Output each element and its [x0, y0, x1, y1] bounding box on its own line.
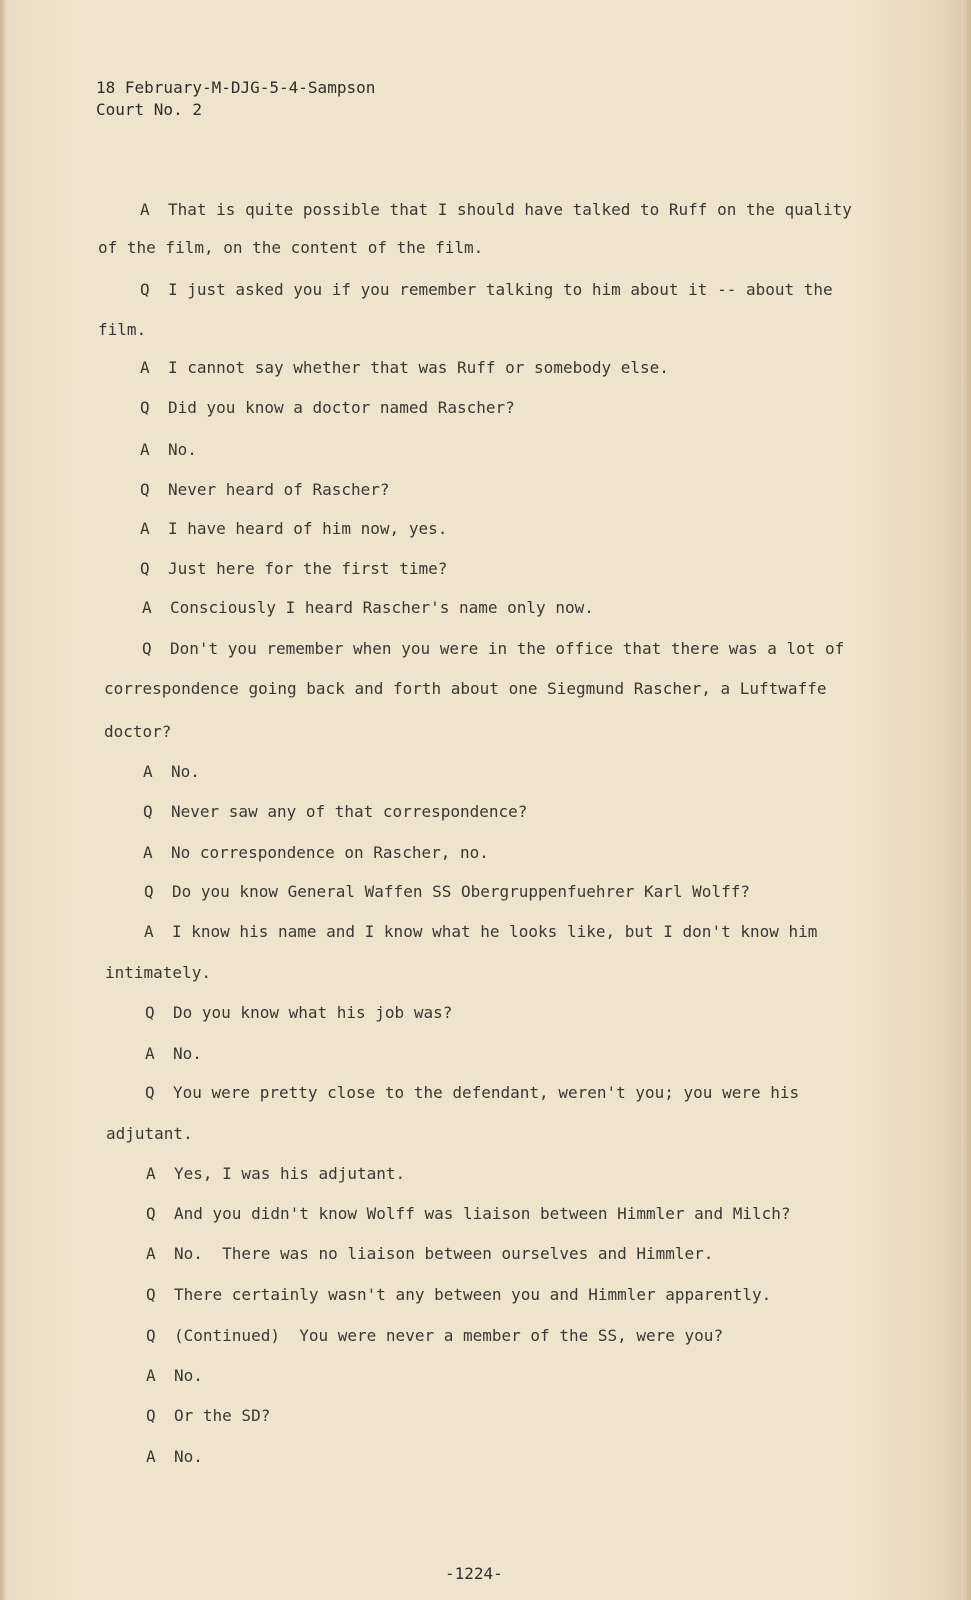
- speaker-marker: A: [140, 519, 150, 538]
- speaker-marker: Q: [146, 1406, 156, 1425]
- transcript-line: [143, 843, 489, 863]
- header-case-reference: 18 February-M-DJG-5-4-Sampson: [96, 78, 376, 97]
- transcript-line: [104, 679, 826, 699]
- speaker-marker: Q: [140, 480, 150, 499]
- paper-right-edge: [961, 0, 971, 1600]
- speaker-marker: Q: [146, 1204, 156, 1223]
- transcript-line: [140, 280, 833, 300]
- line-text: There certainly wasn't any between you and Himmler apparently.: [174, 1285, 772, 1304]
- line-text: No correspondence on Rascher, no.: [171, 843, 489, 862]
- line-text: Do you know General Waffen SS Obergruppenfuehrer Karl Wolff?: [172, 882, 750, 901]
- line-text: That is quite possible that I should have talked to Ruff on the quality: [168, 200, 852, 219]
- line-text: Do you know what his job was?: [173, 1003, 453, 1022]
- transcript-line: [146, 1447, 203, 1467]
- line-text: Yes, I was his adjutant.: [174, 1164, 406, 1183]
- transcript-line: [146, 1164, 405, 1184]
- transcript-line: [140, 519, 447, 539]
- line-text: film.: [98, 320, 147, 339]
- line-text: You were pretty close to the defendant, weren't you; you were his: [173, 1083, 800, 1102]
- line-text: adjutant.: [106, 1124, 193, 1143]
- speaker-marker: A: [140, 440, 150, 459]
- transcript-line: [145, 1083, 799, 1103]
- line-text: Or the SD?: [174, 1406, 271, 1425]
- transcript-line: [145, 1044, 202, 1064]
- transcript-line: [142, 639, 844, 659]
- transcript-line: [144, 882, 750, 902]
- speaker-marker: Q: [146, 1285, 156, 1304]
- line-text: No.: [171, 762, 200, 781]
- transcript-line: [140, 358, 669, 378]
- transcript-line: [146, 1285, 771, 1305]
- speaker-marker: A: [143, 762, 153, 781]
- transcript-line: [140, 440, 197, 460]
- line-text: Never saw any of that correspondence?: [171, 802, 528, 821]
- speaker-marker: A: [142, 598, 152, 617]
- line-text: I know his name and I know what he looks like, but I don't know him: [172, 922, 818, 941]
- speaker-marker: A: [143, 843, 153, 862]
- page-number: -1224-: [445, 1564, 503, 1583]
- line-text: I cannot say whether that was Ruff or somebody else.: [168, 358, 669, 377]
- transcript-line: [140, 480, 390, 500]
- transcript-line: [146, 1326, 723, 1346]
- speaker-marker: A: [146, 1366, 156, 1385]
- speaker-marker: Q: [143, 802, 153, 821]
- line-text: I just asked you if you remember talking to him about it -- about the: [168, 280, 833, 299]
- speaker-marker: Q: [145, 1003, 155, 1022]
- line-text: of the film, on the content of the film.: [98, 238, 484, 257]
- transcript-line: [140, 559, 447, 579]
- transcript-line: [146, 1406, 270, 1426]
- speaker-marker: Q: [145, 1083, 155, 1102]
- line-text: No.: [173, 1044, 202, 1063]
- transcript-line: [105, 963, 211, 983]
- line-text: intimately.: [105, 963, 211, 982]
- transcript-line: [106, 1124, 193, 1144]
- transcript-line: [145, 1003, 452, 1023]
- transcript-line: [143, 762, 200, 782]
- line-text: (Continued) You were never a member of the SS, were you?: [174, 1326, 724, 1345]
- transcript-line: [146, 1244, 713, 1264]
- speaker-marker: A: [146, 1164, 156, 1183]
- transcript-line: [146, 1366, 203, 1386]
- paper-left-edge: [0, 0, 6, 1600]
- line-text: Don't you remember when you were in the office that there was a lot of: [170, 639, 845, 658]
- line-text: Just here for the first time?: [168, 559, 448, 578]
- speaker-marker: A: [140, 358, 150, 377]
- line-text: correspondence going back and forth about one Siegmund Rascher, a Luftwaffe: [104, 679, 827, 698]
- speaker-marker: A: [146, 1447, 156, 1466]
- line-text: Never heard of Rascher?: [168, 480, 390, 499]
- line-text: No. There was no liaison between ourselves and Himmler.: [174, 1244, 714, 1263]
- speaker-marker: A: [144, 922, 154, 941]
- transcript-line: [146, 1204, 791, 1224]
- line-text: Did you know a doctor named Rascher?: [168, 398, 515, 417]
- header-court-number: Court No. 2: [96, 100, 202, 119]
- speaker-marker: Q: [144, 882, 154, 901]
- line-text: No.: [174, 1366, 203, 1385]
- speaker-marker: Q: [140, 559, 150, 578]
- transcript-line: [104, 722, 171, 742]
- speaker-marker: Q: [140, 398, 150, 417]
- document-header: [96, 77, 375, 121]
- line-text: doctor?: [104, 722, 172, 741]
- line-text: No.: [168, 440, 197, 459]
- line-text: Consciously I heard Rascher's name only now.: [170, 598, 594, 617]
- line-text: And you didn't know Wolff was liaison between Himmler and Milch?: [174, 1204, 791, 1223]
- transcript-line: [140, 200, 852, 220]
- speaker-marker: A: [145, 1044, 155, 1063]
- transcript-line: [98, 238, 483, 258]
- speaker-marker: A: [140, 200, 150, 219]
- transcript-line: [144, 922, 817, 942]
- line-text: No.: [174, 1447, 203, 1466]
- transcript-line: [98, 320, 146, 340]
- speaker-marker: Q: [140, 280, 150, 299]
- transcript-line: [140, 398, 515, 418]
- transcript-line: [143, 802, 527, 822]
- speaker-marker: A: [146, 1244, 156, 1263]
- speaker-marker: Q: [142, 639, 152, 658]
- line-text: I have heard of him now, yes.: [168, 519, 448, 538]
- speaker-marker: Q: [146, 1326, 156, 1345]
- transcript-line: [142, 598, 594, 618]
